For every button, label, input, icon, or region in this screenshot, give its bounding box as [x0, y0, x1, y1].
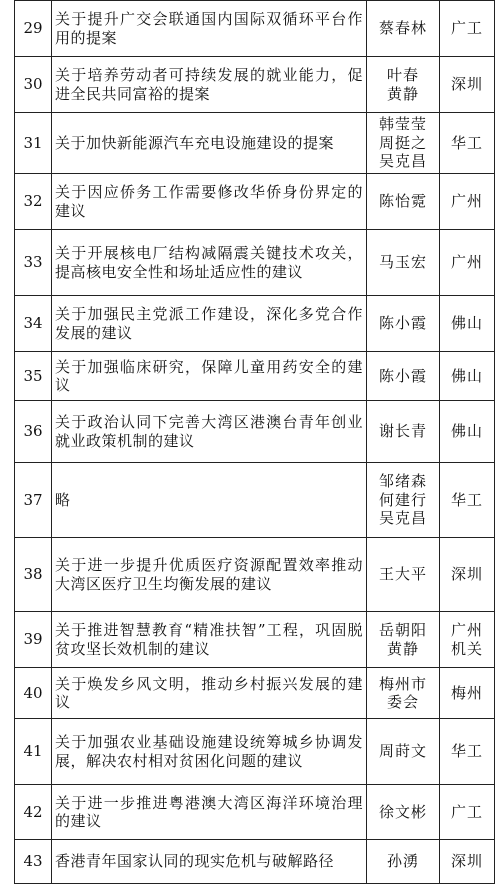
proposal-region [440, 174, 495, 230]
proposal-title: 关于政治认同下完善大湾区港澳台青年创业就业政策机制的建议 [52, 401, 367, 463]
row-number: 35 [15, 352, 52, 401]
table-row [15, 840, 495, 884]
proposal-title: 关于因应侨务工作需要修改华侨身份界定的建议 [52, 174, 367, 230]
proposal-title: 香港青年国家认同的现实危机与破解路径 [52, 840, 367, 884]
author-name: 陈怡霓 [378, 192, 427, 211]
author-name: 岳朝阳 [378, 621, 427, 639]
region-name: 广州 [450, 621, 483, 639]
proposal-title: 关于培养劳动者可持续发展的就业能力，促进全民共同富裕的提案 [52, 57, 367, 113]
proposal-region [440, 296, 495, 352]
row-number: 43 [15, 840, 52, 884]
region-name: 深圳 [450, 852, 483, 871]
proposal-authors [367, 230, 440, 296]
row-number: 37 [15, 463, 52, 538]
proposal-title: 关于加强民主党派工作建设，深化多党合作发展的建议 [52, 296, 367, 352]
proposal-title: 关于加快新能源汽车充电设施建设的提案 [52, 113, 367, 174]
proposal-region [440, 230, 495, 296]
proposal-authors [367, 1, 440, 57]
row-number: 40 [15, 668, 52, 719]
author-name: 谢长青 [378, 422, 427, 441]
author-name: 陈小霞 [378, 314, 427, 333]
proposal-title: 关于加强临床研究，保障儿童用药安全的建议 [52, 352, 367, 401]
author-name: 周挺之 [378, 133, 427, 152]
author-name: 徐文彬 [378, 802, 427, 821]
region-name: 深圳 [450, 565, 483, 584]
proposal-region [440, 668, 495, 719]
author-name: 叶春 [386, 66, 419, 84]
proposal-authors [367, 719, 440, 785]
proposal-title: 关于进一步提升优质医疗资源配置效率推动大湾区医疗卫生均衡发展的建议 [52, 538, 367, 612]
region-name: 佛山 [450, 422, 483, 441]
table-row [15, 174, 495, 230]
region-name: 华工 [450, 742, 483, 761]
author-name: 黄静 [386, 639, 419, 658]
row-number: 41 [15, 719, 52, 785]
region-name: 梅州 [450, 683, 483, 702]
table-row [15, 1, 495, 57]
proposal-region [440, 719, 495, 785]
proposal-region [440, 463, 495, 538]
row-number: 33 [15, 230, 52, 296]
proposal-authors [367, 668, 440, 719]
author-name: 何建行 [378, 490, 427, 509]
row-number: 39 [15, 612, 52, 668]
row-number: 34 [15, 296, 52, 352]
region-name: 广工 [450, 19, 483, 38]
proposal-authors [367, 401, 440, 463]
proposal-authors [367, 113, 440, 174]
table-row [15, 352, 495, 401]
region-name: 广工 [450, 802, 483, 821]
row-number: 30 [15, 57, 52, 113]
region-name: 佛山 [450, 314, 483, 333]
proposal-table [14, 0, 495, 884]
row-number: 38 [15, 538, 52, 612]
table-row [15, 113, 495, 174]
proposal-authors [367, 174, 440, 230]
table-row [15, 538, 495, 612]
author-name: 王大平 [378, 565, 427, 584]
region-name: 广州 [450, 192, 483, 211]
author-name: 陈小霞 [378, 366, 427, 385]
proposal-authors [367, 538, 440, 612]
proposal-region [440, 785, 495, 840]
table-row [15, 463, 495, 538]
proposal-title: 关于进一步推进粤港澳大湾区海洋环境治理的建议 [52, 785, 367, 840]
proposal-region [440, 57, 495, 113]
author-name: 周莳文 [378, 742, 427, 761]
row-number: 31 [15, 113, 52, 174]
proposal-authors [367, 296, 440, 352]
author-name: 马玉宏 [378, 253, 427, 272]
proposal-region [440, 352, 495, 401]
author-name: 黄静 [386, 84, 419, 103]
proposal-authors [367, 57, 440, 113]
proposal-region [440, 1, 495, 57]
proposal-authors [367, 352, 440, 401]
table-row [15, 785, 495, 840]
author-name: 邹绪森 [378, 472, 427, 491]
proposal-title: 关于提升广交会联通国内国际双循环平台作用的提案 [52, 1, 367, 57]
proposal-title: 关于推进智慧教育“精准扶智”工程，巩固脱贫攻坚长效机制的建议 [52, 612, 367, 668]
region-name: 深圳 [450, 75, 483, 94]
proposal-title: 略 [52, 463, 367, 538]
author-name: 委会 [386, 693, 419, 711]
proposal-region [440, 113, 495, 174]
proposal-authors [367, 612, 440, 668]
proposal-title: 关于开展核电厂结构减隔震关键技术攻关，提高核电安全性和场址适应性的建议 [52, 230, 367, 296]
proposal-table-body [15, 1, 495, 884]
table-row [15, 57, 495, 113]
proposal-title: 关于焕发乡风文明，推动乡村振兴发展的建议 [52, 668, 367, 719]
proposal-region [440, 538, 495, 612]
region-name: 机关 [450, 639, 483, 658]
row-number: 36 [15, 401, 52, 463]
author-name: 孙湧 [386, 852, 419, 871]
proposal-region [440, 401, 495, 463]
row-number: 42 [15, 785, 52, 840]
table-row [15, 230, 495, 296]
author-name: 韩莹莹 [378, 115, 427, 134]
table-row [15, 668, 495, 719]
table-row [15, 401, 495, 463]
row-number: 32 [15, 174, 52, 230]
region-name: 佛山 [450, 366, 483, 385]
author-name: 吴克昌 [378, 509, 427, 528]
table-row [15, 296, 495, 352]
proposal-title: 关于加强农业基础设施建设统筹城乡协调发展，解决农村相对贫困化问题的建议 [52, 719, 367, 785]
table-row [15, 612, 495, 668]
proposal-authors [367, 785, 440, 840]
row-number: 29 [15, 1, 52, 57]
table-row [15, 719, 495, 785]
proposal-authors [367, 840, 440, 884]
region-name: 广州 [450, 253, 483, 272]
region-name: 华工 [450, 490, 483, 509]
author-name: 吴克昌 [378, 152, 427, 171]
region-name: 华工 [450, 133, 483, 152]
proposal-region [440, 612, 495, 668]
proposal-region [440, 840, 495, 884]
proposal-authors [367, 463, 440, 538]
author-name: 梅州市 [378, 674, 427, 693]
author-name: 蔡春林 [378, 19, 427, 38]
